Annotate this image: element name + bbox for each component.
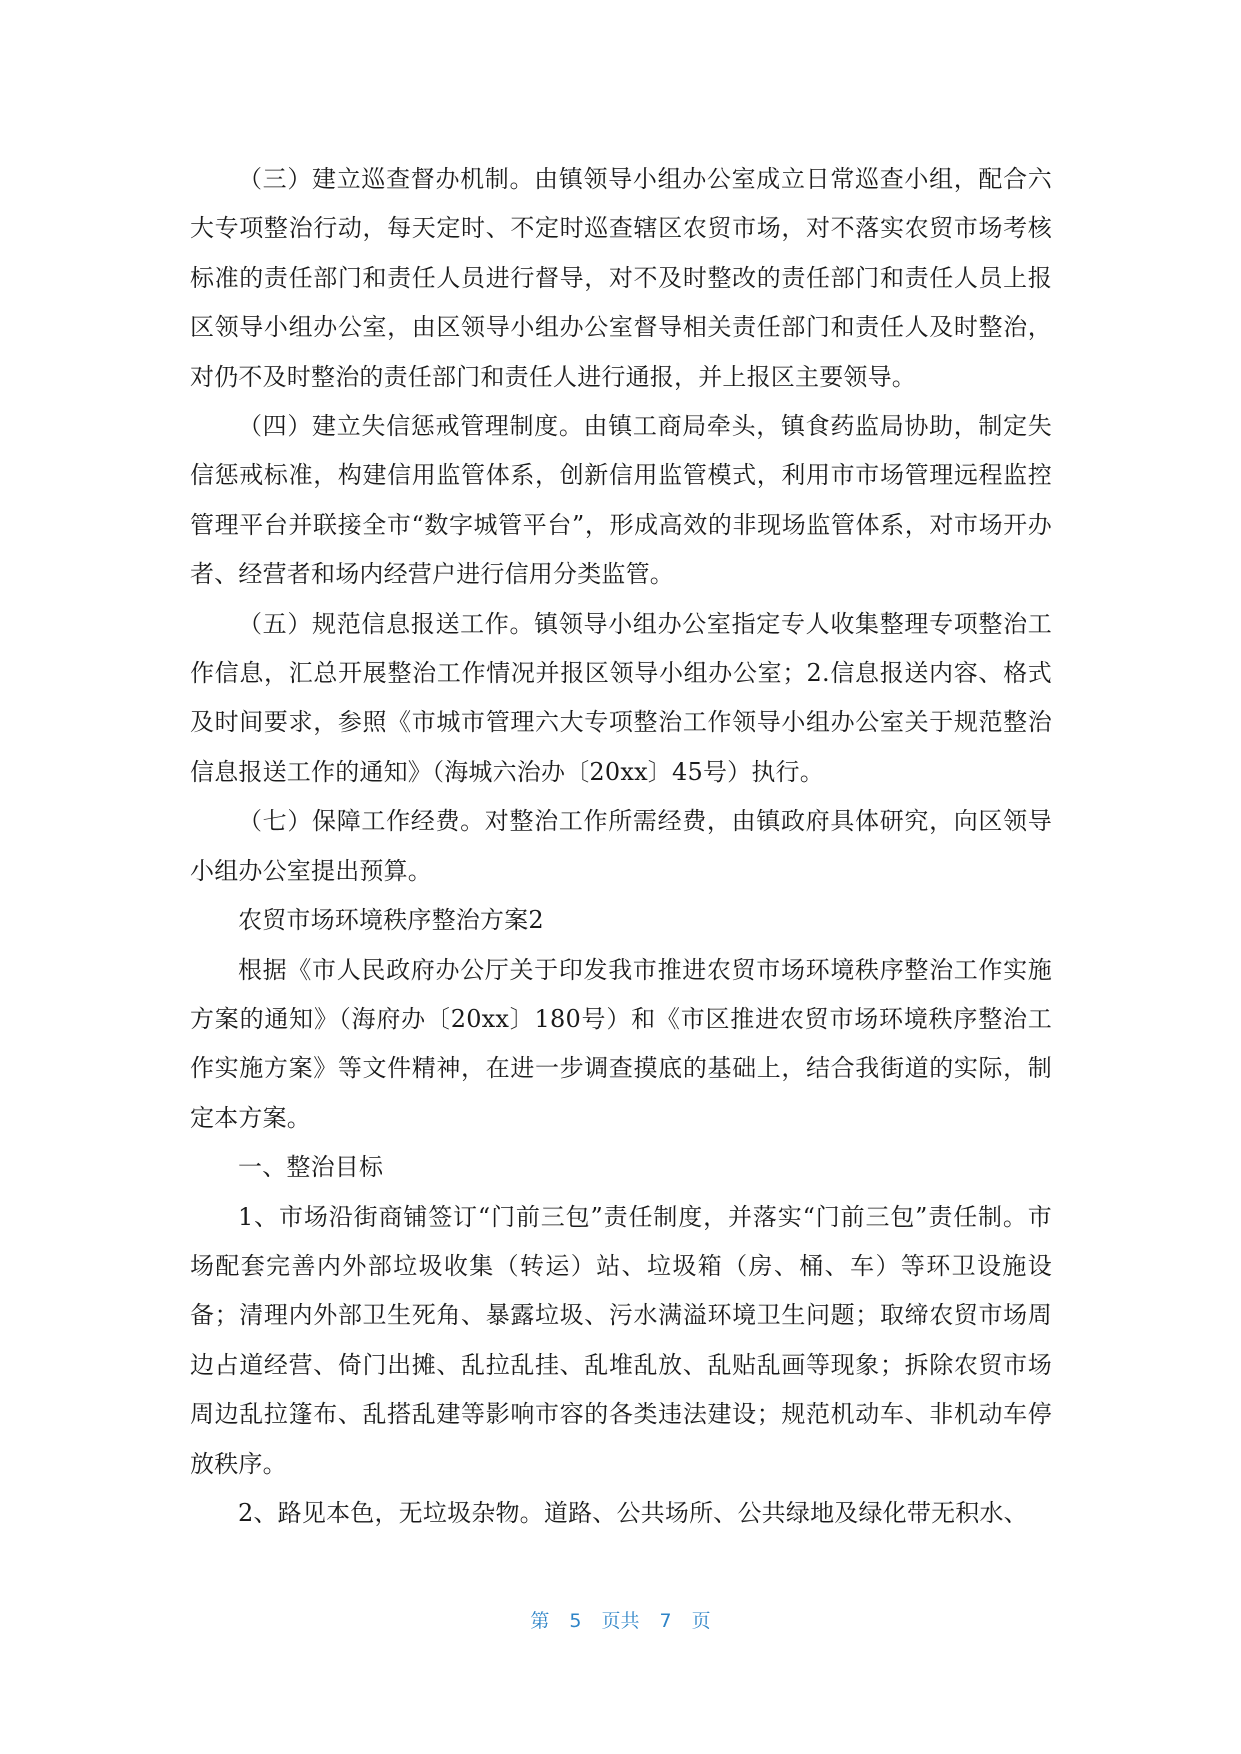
paragraph-goal-2: 2、路见本色，无垃圾杂物。道路、公共场所、公共绿地及绿化带无积水、: [238, 1498, 1028, 1527]
footer-ye: 页: [691, 1610, 711, 1632]
section-heading-plan-2: 农贸市场环境秩序整治方案2: [238, 906, 544, 935]
footer-di: 第: [530, 1610, 550, 1632]
paragraph-funding: （七）保障工作经费。对整治工作所需经费，由镇政府具体研究，向区领导小组办公室提出预算。: [190, 807, 1052, 885]
footer-current-page: 5: [569, 1610, 582, 1632]
paragraph-information-reporting: （五）规范信息报送工作。镇领导小组办公室指定专人收集整理专项整治工作信息，汇总开展整治工作情况并报区领导小组办公室；2.信息报送内容、格式及时间要求，参照《市城市管理六大专项整治工作领导小组办公室关于规范整治信息报送工作的通知》（海城六治办〔20xx〕45号）执行。: [190, 609, 1052, 786]
page-footer: [0, 1606, 1241, 1633]
footer-ye-gong: 页共: [601, 1610, 640, 1632]
paragraph-goal-1: 1、市场沿街商铺签订“门前三包”责任制度，并落实“门前三包”责任制。市场配套完善内外部垃圾收集（转运）站、垃圾箱（房、桶、车）等环卫设施设备；清理内外部卫生死角、暴露垃圾、污水满溢环境卫生问题；取缔农贸市场周边占道经营、倚门出摊、乱拉乱挂、乱堆乱放、乱贴乱画等现象；拆除农贸市场周边乱拉篷布、乱搭乱建等影响市容的各类违法建设；规范机动车、非机动车停放秩序。: [190, 1202, 1052, 1478]
footer-total-pages: 7: [659, 1610, 672, 1632]
document-body: [190, 155, 1052, 1538]
paragraph-credit-discipline: （四）建立失信惩戒管理制度。由镇工商局牵头，镇食药监局协助，制定失信惩戒标准，构建信用监管体系，创新信用监管模式，利用市市场管理远程监控管理平台并联接全市“数字城管平台”，形成高效的非现场监管体系，对市场开办者、经营者和场内经营户进行信用分类监管。: [190, 412, 1052, 589]
paragraph-inspection-mechanism: （三）建立巡查督办机制。由镇领导小组办公室成立日常巡查小组，配合六大专项整治行动，每天定时、不定时巡查辖区农贸市场，对不落实农贸市场考核标准的责任部门和责任人员进行督导，对不及时整改的责任部门和责任人员上报区领导小组办公室，由区领导小组办公室督导相关责任部门和责任人及时整治，对仍不及时整治的责任部门和责任人进行通报，并上报区主要领导。: [190, 165, 1052, 391]
paragraph-basis: 根据《市人民政府办公厅关于印发我市推进农贸市场环境秩序整治工作实施方案的通知》（海府办〔20xx〕180号）和《市区推进农贸市场环境秩序整治工作实施方案》等文件精神，在进一步调查摸底的基础上，结合我街道的实际，制定本方案。: [190, 955, 1052, 1132]
section-heading-goals: 一、整治目标: [238, 1153, 384, 1182]
